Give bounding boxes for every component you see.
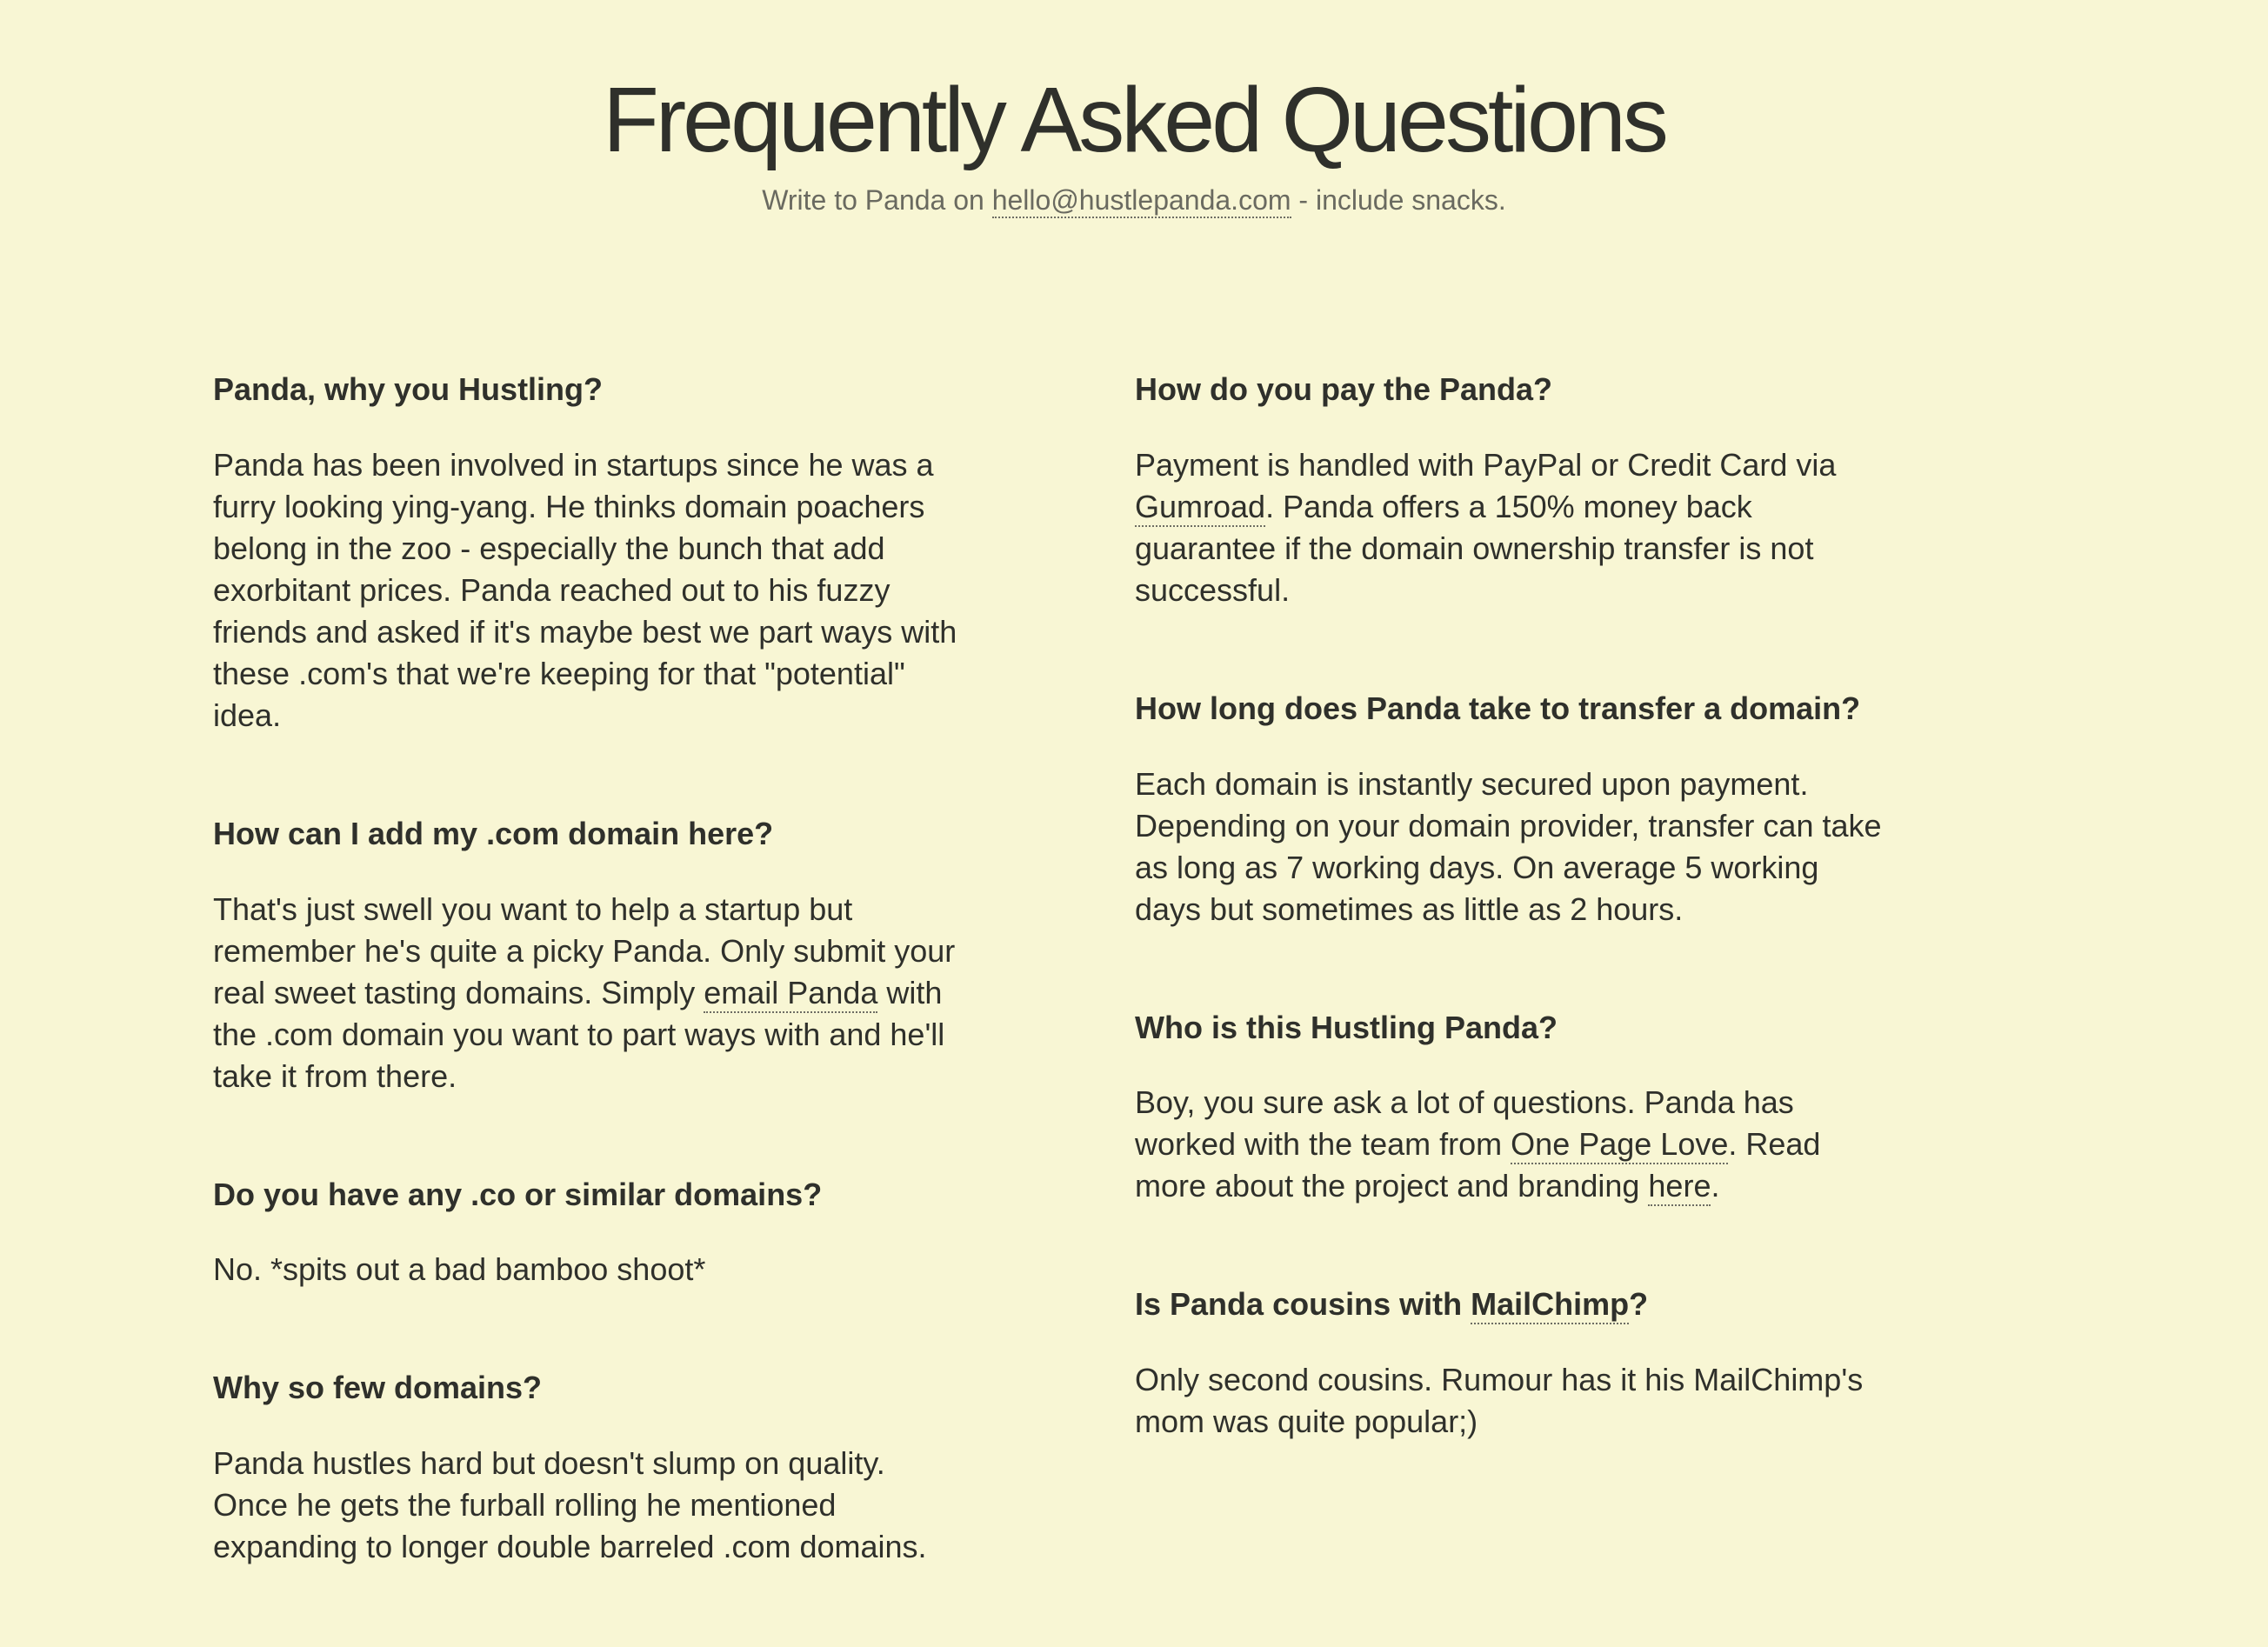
faq-question bbox=[1135, 1284, 1883, 1325]
faq-right-column bbox=[1135, 370, 1883, 1520]
faq-answer-prefix: Payment is handled with PayPal or Credit Card via bbox=[1135, 446, 1837, 483]
faq-answer-suffix: . bbox=[1711, 1168, 1720, 1204]
faq-answer: Only second cousins. Rumour has it his MailChimp's mom was quite popular;) bbox=[1135, 1362, 1864, 1440]
contact-subtitle-suffix: - include snacks. bbox=[1291, 183, 1506, 216]
faq-item-who-is-panda bbox=[1135, 1008, 1883, 1208]
contact-subtitle-prefix: Write to Panda on bbox=[762, 183, 992, 216]
faq-answer: No. *spits out a bad bamboo shoot* bbox=[213, 1251, 706, 1288]
faq-left-column bbox=[213, 370, 961, 1645]
gumroad-link[interactable]: Gumroad bbox=[1135, 489, 1265, 527]
faq-question-suffix: ? bbox=[1629, 1286, 1649, 1323]
faq-question: Who is this Hustling Panda? bbox=[1135, 1009, 1558, 1045]
page-title: Frequently Asked Questions bbox=[603, 69, 1665, 171]
faq-answer-middle: . Read more about the project and branding bbox=[1135, 1126, 1821, 1204]
faq-answer: Panda has been involved in startups since he was a furry looking ying-yang. He thinks domain poachers belong in the zoo - especially the bunch that add exorbitant prices. Panda reached out to his fuzzy friends and asked if it's maybe best we part ways with these .com's that we're keeping for that "potential" idea. bbox=[213, 446, 957, 733]
faq-item-why-hustling bbox=[213, 370, 961, 737]
faq-item-similar-domains bbox=[213, 1175, 961, 1291]
email-panda-link[interactable]: email Panda bbox=[704, 975, 877, 1013]
faq-question: Do you have any .co or similar domains? bbox=[213, 1176, 823, 1212]
faq-item-mailchimp bbox=[1135, 1284, 1883, 1443]
faq-answer bbox=[1135, 444, 1883, 611]
faq-question-prefix: Is Panda cousins with bbox=[1135, 1286, 1471, 1323]
faq-answer: Each domain is instantly secured upon payment. Depending on your domain provider, transfer can take as long as 7 working days. On average 5 working days but sometimes as little as 2 hours. bbox=[1135, 765, 1882, 927]
faq-question: How can I add my .com domain here? bbox=[213, 815, 774, 851]
faq-answer bbox=[213, 889, 961, 1097]
faq-item-transfer-time bbox=[1135, 689, 1883, 930]
faq-answer-prefix: Boy, you sure ask a lot of questions. Panda has worked with the team from bbox=[1135, 1084, 1794, 1163]
faq-item-payment bbox=[1135, 370, 1883, 611]
faq-answer-suffix: . Panda offers a 150% money back guarantee if the domain ownership transfer is not successful. bbox=[1135, 488, 1814, 608]
faq-question: How do you pay the Panda? bbox=[1135, 371, 1553, 407]
faq-answer-suffix: with the .com domain you want to part ways with and he'll take it from there. bbox=[213, 974, 945, 1094]
faq-question: Panda, why you Hustling? bbox=[213, 371, 604, 407]
faq-answer bbox=[1135, 1082, 1883, 1207]
faq-question: Why so few domains? bbox=[213, 1370, 543, 1406]
faq-answer-prefix: That's just swell you want to help a startup but remember he's quite a picky Panda. Only submit your real sweet tasting domains. Simply bbox=[213, 890, 956, 1010]
faq-answer: Panda hustles hard but doesn't slump on quality. Once he gets the furball rolling he mentioned expanding to longer double barreled .com domains. bbox=[213, 1445, 927, 1565]
faq-item-add-domain bbox=[213, 814, 961, 1097]
branding-here-link[interactable]: here bbox=[1648, 1168, 1711, 1206]
faq-question: How long does Panda take to transfer a domain? bbox=[1135, 690, 1861, 726]
faq-item-few-domains bbox=[213, 1368, 961, 1568]
contact-subtitle bbox=[0, 183, 2268, 219]
faq-header bbox=[0, 68, 2268, 218]
one-page-love-link[interactable]: One Page Love bbox=[1511, 1126, 1728, 1164]
contact-email-link[interactable]: hello@hustlepanda.com bbox=[992, 184, 1291, 218]
mailchimp-link[interactable]: MailChimp bbox=[1471, 1286, 1629, 1324]
